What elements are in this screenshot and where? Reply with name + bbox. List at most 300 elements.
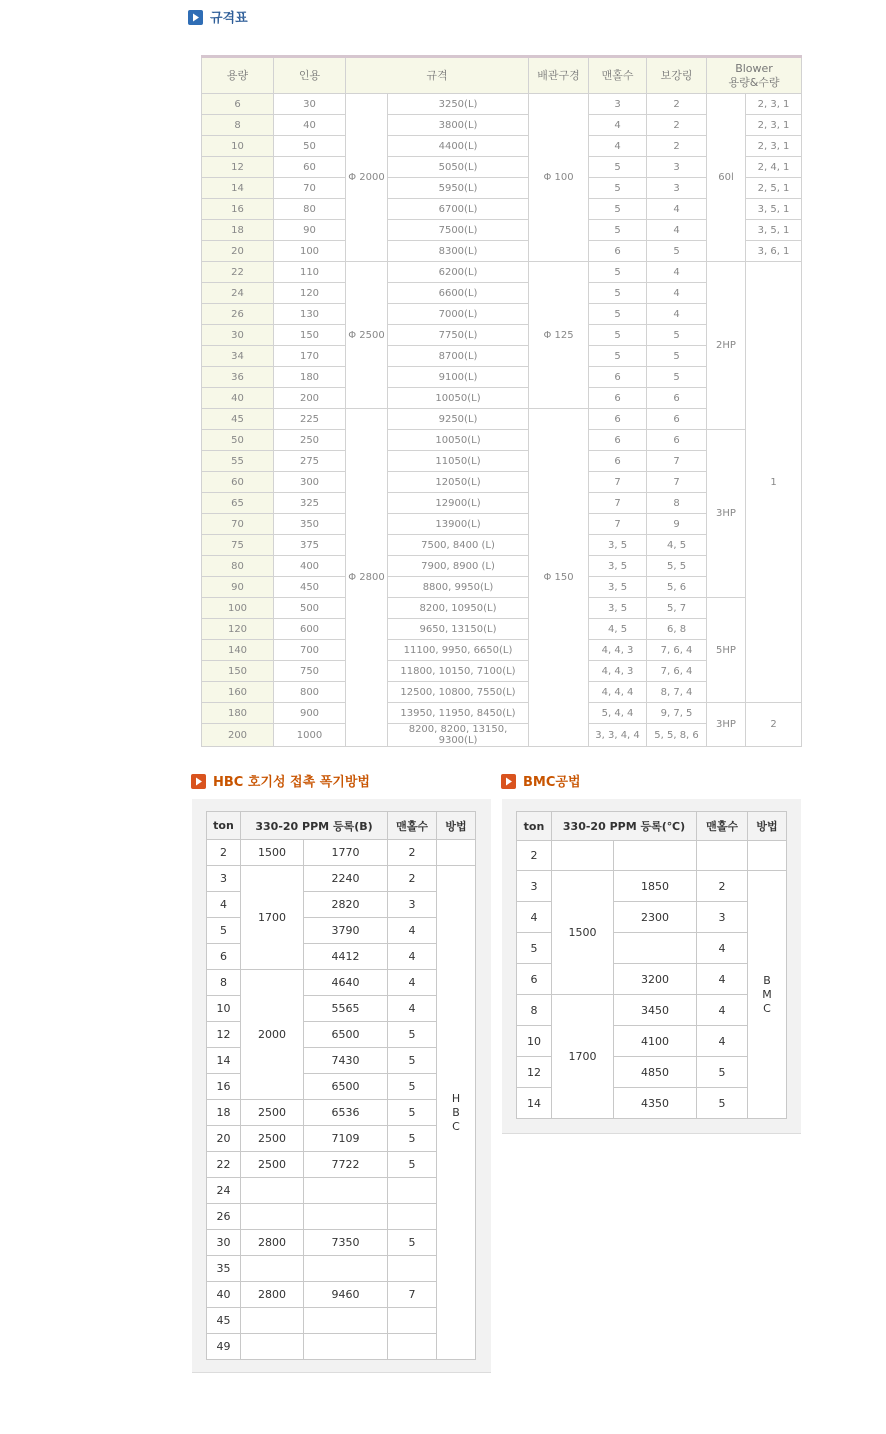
blower-qty-cell: 2, 4, 1	[746, 157, 802, 178]
capacity-cell: 160	[202, 682, 274, 703]
bmc-header-cell: 맨홀수	[697, 812, 748, 841]
ring-cell: 3	[647, 157, 707, 178]
capacity-cell: 24	[202, 283, 274, 304]
ppm-value-cell: 4100	[614, 1026, 697, 1057]
ring-cell: 5	[647, 241, 707, 262]
manhole-cell	[388, 1178, 437, 1204]
ring-cell: 8	[647, 493, 707, 514]
ppm-value-cell: 3790	[304, 918, 388, 944]
ton-cell: 16	[207, 1074, 241, 1100]
blower-qty-cell: 3, 5, 1	[746, 199, 802, 220]
bmc-box	[502, 799, 801, 1134]
method-cell-letter: C	[763, 1001, 771, 1015]
capacity-cell: 20	[202, 241, 274, 262]
ppm-cell: 1700	[552, 995, 614, 1119]
spec-header-row	[202, 57, 802, 94]
persons-cell: 225	[274, 409, 346, 430]
table-row	[517, 995, 787, 1026]
spec-table	[201, 55, 802, 747]
volume-cell: 8700(L)	[388, 346, 529, 367]
ppm-value-cell: 4850	[614, 1057, 697, 1088]
volume-cell: 9650, 13150(L)	[388, 619, 529, 640]
manhole-cell: 5	[697, 1088, 748, 1119]
manhole-cell: 5	[589, 304, 647, 325]
spec-header-cell: 배관구경	[529, 57, 589, 94]
manhole-cell: 5	[388, 1074, 437, 1100]
table-row	[207, 1204, 476, 1230]
hbc-header-cell: ton	[207, 812, 241, 840]
ton-cell: 2	[207, 840, 241, 866]
volume-cell: 7900, 8900 (L)	[388, 556, 529, 577]
volume-cell: 7500(L)	[388, 220, 529, 241]
manhole-cell: 6	[589, 430, 647, 451]
persons-cell: 325	[274, 493, 346, 514]
volume-cell: 4400(L)	[388, 136, 529, 157]
table-row	[207, 1334, 476, 1360]
manhole-cell: 6	[589, 388, 647, 409]
capacity-cell: 8	[202, 115, 274, 136]
bmc-title-text: BMC공법	[523, 775, 581, 790]
volume-cell: 6600(L)	[388, 283, 529, 304]
table-row	[207, 1282, 476, 1308]
capacity-cell: 180	[202, 703, 274, 724]
blower-qty-cell: 2, 3, 1	[746, 94, 802, 115]
ppm-value-cell: 3200	[614, 964, 697, 995]
volume-cell: 6700(L)	[388, 199, 529, 220]
bmc-table	[516, 811, 787, 1119]
manhole-cell	[388, 1256, 437, 1282]
ring-cell: 9	[647, 514, 707, 535]
volume-cell: 9100(L)	[388, 367, 529, 388]
ppm-value-cell: 2820	[304, 892, 388, 918]
persons-cell: 70	[274, 178, 346, 199]
manhole-cell: 5	[388, 1100, 437, 1126]
ppm-cell: 2500	[241, 1152, 304, 1178]
blower-cell: 2HP	[707, 262, 746, 430]
spec-header-cell-blower	[707, 57, 802, 94]
blower-qty-cell: 3, 5, 1	[746, 220, 802, 241]
ton-cell: 26	[207, 1204, 241, 1230]
blower-qty-cell: 2, 5, 1	[746, 178, 802, 199]
volume-cell: 13900(L)	[388, 514, 529, 535]
spec-section-title	[188, 10, 248, 28]
hbc-table	[206, 811, 476, 1360]
ppm-value-cell	[304, 1178, 388, 1204]
manhole-cell: 3	[388, 892, 437, 918]
capacity-cell: 120	[202, 619, 274, 640]
ton-cell: 18	[207, 1100, 241, 1126]
blower-cell: 5HP	[707, 598, 746, 703]
volume-cell: 7500, 8400 (L)	[388, 535, 529, 556]
ppm-value-cell: 7350	[304, 1230, 388, 1256]
capacity-cell: 80	[202, 556, 274, 577]
ppm-value-cell	[614, 841, 697, 871]
persons-cell: 180	[274, 367, 346, 388]
ring-cell: 2	[647, 115, 707, 136]
blower-cell: 3HP	[707, 703, 746, 747]
ton-cell: 12	[517, 1057, 552, 1088]
capacity-cell: 45	[202, 409, 274, 430]
ring-cell: 4	[647, 283, 707, 304]
pipe-cell: Φ 100	[529, 94, 589, 262]
blower-header-line2: 용량&수량	[728, 75, 780, 89]
ring-cell: 6, 8	[647, 619, 707, 640]
manhole-cell: 5	[589, 346, 647, 367]
ring-cell: 5, 7	[647, 598, 707, 619]
ton-cell: 30	[207, 1230, 241, 1256]
blower-qty-cell: 3, 6, 1	[746, 241, 802, 262]
ppm-cell	[241, 1178, 304, 1204]
manhole-cell: 6	[589, 367, 647, 388]
ppm-value-cell: 7722	[304, 1152, 388, 1178]
persons-cell: 900	[274, 703, 346, 724]
ton-cell: 10	[207, 996, 241, 1022]
persons-cell: 100	[274, 241, 346, 262]
volume-cell: 12050(L)	[388, 472, 529, 493]
bmc-section-title	[501, 774, 581, 792]
persons-cell: 110	[274, 262, 346, 283]
ppm-cell	[241, 1308, 304, 1334]
diameter-cell: Φ 2800	[346, 409, 388, 747]
manhole-cell: 4, 4, 4	[589, 682, 647, 703]
method-cell	[748, 871, 787, 1119]
manhole-cell: 5	[388, 1022, 437, 1048]
capacity-cell: 60	[202, 472, 274, 493]
method-cell-letter: H	[451, 1091, 461, 1105]
capacity-cell: 75	[202, 535, 274, 556]
manhole-cell: 5	[589, 178, 647, 199]
capacity-cell: 30	[202, 325, 274, 346]
ppm-value-cell: 9460	[304, 1282, 388, 1308]
play-arrow-icon	[501, 774, 516, 789]
ton-cell: 20	[207, 1126, 241, 1152]
ton-cell: 6	[517, 964, 552, 995]
capacity-cell: 26	[202, 304, 274, 325]
persons-cell: 60	[274, 157, 346, 178]
manhole-cell: 3, 5	[589, 577, 647, 598]
manhole-cell: 3, 5	[589, 556, 647, 577]
ton-cell: 6	[207, 944, 241, 970]
ring-cell: 6	[647, 430, 707, 451]
volume-cell: 10050(L)	[388, 388, 529, 409]
persons-cell: 350	[274, 514, 346, 535]
manhole-cell: 7	[388, 1282, 437, 1308]
manhole-cell	[388, 1334, 437, 1360]
volume-cell: 8300(L)	[388, 241, 529, 262]
persons-cell: 130	[274, 304, 346, 325]
manhole-cell: 3	[589, 94, 647, 115]
ppm-value-cell: 2300	[614, 902, 697, 933]
ton-cell: 24	[207, 1178, 241, 1204]
hbc-header-cell: 맨홀수	[388, 812, 437, 840]
hbc-title-text: HBC 호기성 접촉 폭기방법	[213, 775, 370, 790]
capacity-cell: 70	[202, 514, 274, 535]
manhole-cell: 5	[388, 1230, 437, 1256]
ring-cell: 5	[647, 325, 707, 346]
volume-cell: 9250(L)	[388, 409, 529, 430]
volume-cell: 7750(L)	[388, 325, 529, 346]
manhole-cell: 4	[388, 996, 437, 1022]
ppm-cell	[241, 1334, 304, 1360]
manhole-cell: 2	[388, 840, 437, 866]
ring-cell: 2	[647, 94, 707, 115]
table-row	[202, 430, 802, 451]
volume-cell: 11050(L)	[388, 451, 529, 472]
persons-cell: 250	[274, 430, 346, 451]
table-row	[207, 1126, 476, 1152]
manhole-cell: 4, 5	[589, 619, 647, 640]
manhole-cell	[388, 1308, 437, 1334]
spec-body	[202, 94, 802, 747]
volume-cell: 8200, 8200, 13150, 9300(L)	[388, 724, 529, 747]
persons-cell: 300	[274, 472, 346, 493]
volume-cell: 11800, 10150, 7100(L)	[388, 661, 529, 682]
persons-cell: 700	[274, 640, 346, 661]
bmc-body	[517, 841, 787, 1119]
ton-cell: 4	[517, 902, 552, 933]
ppm-value-cell: 1850	[614, 871, 697, 902]
manhole-cell: 5	[697, 1057, 748, 1088]
hbc-header-cell: 330-20 PPM 등록(B)	[241, 812, 388, 840]
ring-cell: 4, 5	[647, 535, 707, 556]
ring-cell: 7, 6, 4	[647, 661, 707, 682]
ring-cell: 8, 7, 4	[647, 682, 707, 703]
ton-cell: 8	[207, 970, 241, 996]
hbc-header-row	[207, 812, 476, 840]
persons-cell: 200	[274, 388, 346, 409]
manhole-cell: 4, 4, 3	[589, 661, 647, 682]
persons-cell: 800	[274, 682, 346, 703]
capacity-cell: 40	[202, 388, 274, 409]
method-cell-letter: B	[452, 1105, 460, 1119]
manhole-cell: 5	[388, 1152, 437, 1178]
volume-cell: 5050(L)	[388, 157, 529, 178]
ring-cell: 2	[647, 136, 707, 157]
diameter-cell: Φ 2000	[346, 94, 388, 262]
hbc-header-cell: 방법	[437, 812, 476, 840]
table-row	[207, 1308, 476, 1334]
volume-cell: 3250(L)	[388, 94, 529, 115]
manhole-cell: 7	[589, 493, 647, 514]
volume-cell: 13950, 11950, 8450(L)	[388, 703, 529, 724]
table-row	[207, 1230, 476, 1256]
ring-cell: 5, 5	[647, 556, 707, 577]
manhole-cell: 4	[697, 995, 748, 1026]
persons-cell: 40	[274, 115, 346, 136]
volume-cell: 7000(L)	[388, 304, 529, 325]
manhole-cell: 5	[589, 199, 647, 220]
play-arrow-icon	[188, 10, 203, 25]
ton-cell: 3	[207, 866, 241, 892]
manhole-cell: 4	[589, 115, 647, 136]
manhole-cell: 7	[589, 472, 647, 493]
manhole-cell: 4	[697, 1026, 748, 1057]
table-row	[517, 841, 787, 871]
ring-cell: 9, 7, 5	[647, 703, 707, 724]
pipe-cell: Φ 150	[529, 409, 589, 747]
ton-cell: 22	[207, 1152, 241, 1178]
ton-cell: 12	[207, 1022, 241, 1048]
ppm-cell	[552, 841, 614, 871]
spec-header-cell: 규격	[346, 57, 529, 94]
manhole-cell: 2	[388, 866, 437, 892]
persons-cell: 30	[274, 94, 346, 115]
method-cell	[437, 866, 476, 1360]
volume-cell: 8800, 9950(L)	[388, 577, 529, 598]
manhole-cell: 6	[589, 451, 647, 472]
table-row	[207, 866, 476, 892]
ppm-value-cell: 4350	[614, 1088, 697, 1119]
table-row	[207, 1178, 476, 1204]
ring-cell: 5, 5, 8, 6	[647, 724, 707, 747]
manhole-cell: 5	[388, 1126, 437, 1152]
ppm-cell: 1500	[241, 840, 304, 866]
ppm-cell: 2800	[241, 1282, 304, 1308]
ppm-value-cell: 7109	[304, 1126, 388, 1152]
bmc-header-cell: 방법	[748, 812, 787, 841]
ton-cell: 35	[207, 1256, 241, 1282]
capacity-cell: 34	[202, 346, 274, 367]
blower-qty-cell: 2, 3, 1	[746, 115, 802, 136]
ppm-cell: 2500	[241, 1100, 304, 1126]
ppm-cell: 1500	[552, 871, 614, 995]
ppm-value-cell: 3450	[614, 995, 697, 1026]
manhole-cell: 3, 5	[589, 598, 647, 619]
manhole-cell: 4	[388, 944, 437, 970]
ton-cell: 4	[207, 892, 241, 918]
manhole-cell: 7	[589, 514, 647, 535]
persons-cell: 375	[274, 535, 346, 556]
manhole-cell: 4, 4, 3	[589, 640, 647, 661]
capacity-cell: 65	[202, 493, 274, 514]
ppm-cell: 2500	[241, 1126, 304, 1152]
ppm-value-cell: 5565	[304, 996, 388, 1022]
ring-cell: 4	[647, 220, 707, 241]
ppm-value-cell: 4640	[304, 970, 388, 996]
capacity-cell: 90	[202, 577, 274, 598]
manhole-cell: 2	[697, 871, 748, 902]
volume-cell: 5950(L)	[388, 178, 529, 199]
ring-cell: 6	[647, 409, 707, 430]
ton-cell: 5	[207, 918, 241, 944]
bmc-header-row	[517, 812, 787, 841]
persons-cell: 400	[274, 556, 346, 577]
manhole-cell	[388, 1204, 437, 1230]
ppm-cell: 2800	[241, 1230, 304, 1256]
spec-title-text: 규격표	[210, 11, 248, 26]
ton-cell: 10	[517, 1026, 552, 1057]
ppm-value-cell	[304, 1334, 388, 1360]
blower-qty-cell: 2	[746, 703, 802, 747]
volume-cell: 12500, 10800, 7550(L)	[388, 682, 529, 703]
manhole-cell: 5, 4, 4	[589, 703, 647, 724]
ton-cell: 40	[207, 1282, 241, 1308]
ring-cell: 4	[647, 304, 707, 325]
method-cell	[748, 841, 787, 871]
capacity-cell: 36	[202, 367, 274, 388]
ring-cell: 5, 6	[647, 577, 707, 598]
capacity-cell: 100	[202, 598, 274, 619]
volume-cell: 8200, 10950(L)	[388, 598, 529, 619]
spec-header-cell: 맨홀수	[589, 57, 647, 94]
ring-cell: 5	[647, 346, 707, 367]
capacity-cell: 6	[202, 94, 274, 115]
persons-cell: 275	[274, 451, 346, 472]
pipe-cell: Φ 125	[529, 262, 589, 409]
capacity-cell: 10	[202, 136, 274, 157]
ppm-value-cell	[614, 933, 697, 964]
ppm-cell	[241, 1204, 304, 1230]
ton-cell: 49	[207, 1334, 241, 1360]
ppm-value-cell: 6500	[304, 1074, 388, 1100]
table-row	[202, 94, 802, 115]
table-row	[202, 262, 802, 283]
manhole-cell: 6	[589, 409, 647, 430]
ton-cell: 8	[517, 995, 552, 1026]
manhole-cell: 4	[388, 970, 437, 996]
capacity-cell: 50	[202, 430, 274, 451]
manhole-cell: 3, 3, 4, 4	[589, 724, 647, 747]
spec-header-cell: 용량	[202, 57, 274, 94]
ring-cell: 7, 6, 4	[647, 640, 707, 661]
capacity-cell: 22	[202, 262, 274, 283]
blower-qty-cell: 1	[746, 262, 802, 703]
capacity-cell: 12	[202, 157, 274, 178]
persons-cell: 150	[274, 325, 346, 346]
capacity-cell: 200	[202, 724, 274, 747]
ring-cell: 4	[647, 262, 707, 283]
hbc-box	[192, 799, 491, 1373]
ppm-value-cell: 6500	[304, 1022, 388, 1048]
volume-cell: 3800(L)	[388, 115, 529, 136]
manhole-cell: 5	[589, 220, 647, 241]
manhole-cell: 4	[388, 918, 437, 944]
ppm-cell: 2000	[241, 970, 304, 1100]
ton-cell: 5	[517, 933, 552, 964]
ppm-value-cell: 1770	[304, 840, 388, 866]
table-row	[517, 871, 787, 902]
table-row	[202, 598, 802, 619]
table-row	[207, 1100, 476, 1126]
blower-cell: 60l	[707, 94, 746, 262]
persons-cell: 50	[274, 136, 346, 157]
manhole-cell: 5	[589, 283, 647, 304]
capacity-cell: 55	[202, 451, 274, 472]
ring-cell: 3	[647, 178, 707, 199]
ton-cell: 3	[517, 871, 552, 902]
persons-cell: 120	[274, 283, 346, 304]
ring-cell: 4	[647, 199, 707, 220]
ppm-cell	[241, 1256, 304, 1282]
method-cell-letter: B	[763, 973, 771, 987]
ppm-value-cell: 4412	[304, 944, 388, 970]
table-row	[207, 970, 476, 996]
ppm-value-cell: 2240	[304, 866, 388, 892]
play-arrow-icon	[191, 774, 206, 789]
capacity-cell: 140	[202, 640, 274, 661]
method-cell	[437, 840, 476, 866]
capacity-cell: 150	[202, 661, 274, 682]
volume-cell: 11100, 9950, 6650(L)	[388, 640, 529, 661]
diameter-cell: Φ 2500	[346, 262, 388, 409]
ring-cell: 6	[647, 388, 707, 409]
blower-header-line1: Blower	[735, 61, 773, 75]
manhole-cell: 3	[697, 902, 748, 933]
table-row	[207, 840, 476, 866]
ppm-value-cell: 7430	[304, 1048, 388, 1074]
capacity-cell: 18	[202, 220, 274, 241]
persons-cell: 80	[274, 199, 346, 220]
